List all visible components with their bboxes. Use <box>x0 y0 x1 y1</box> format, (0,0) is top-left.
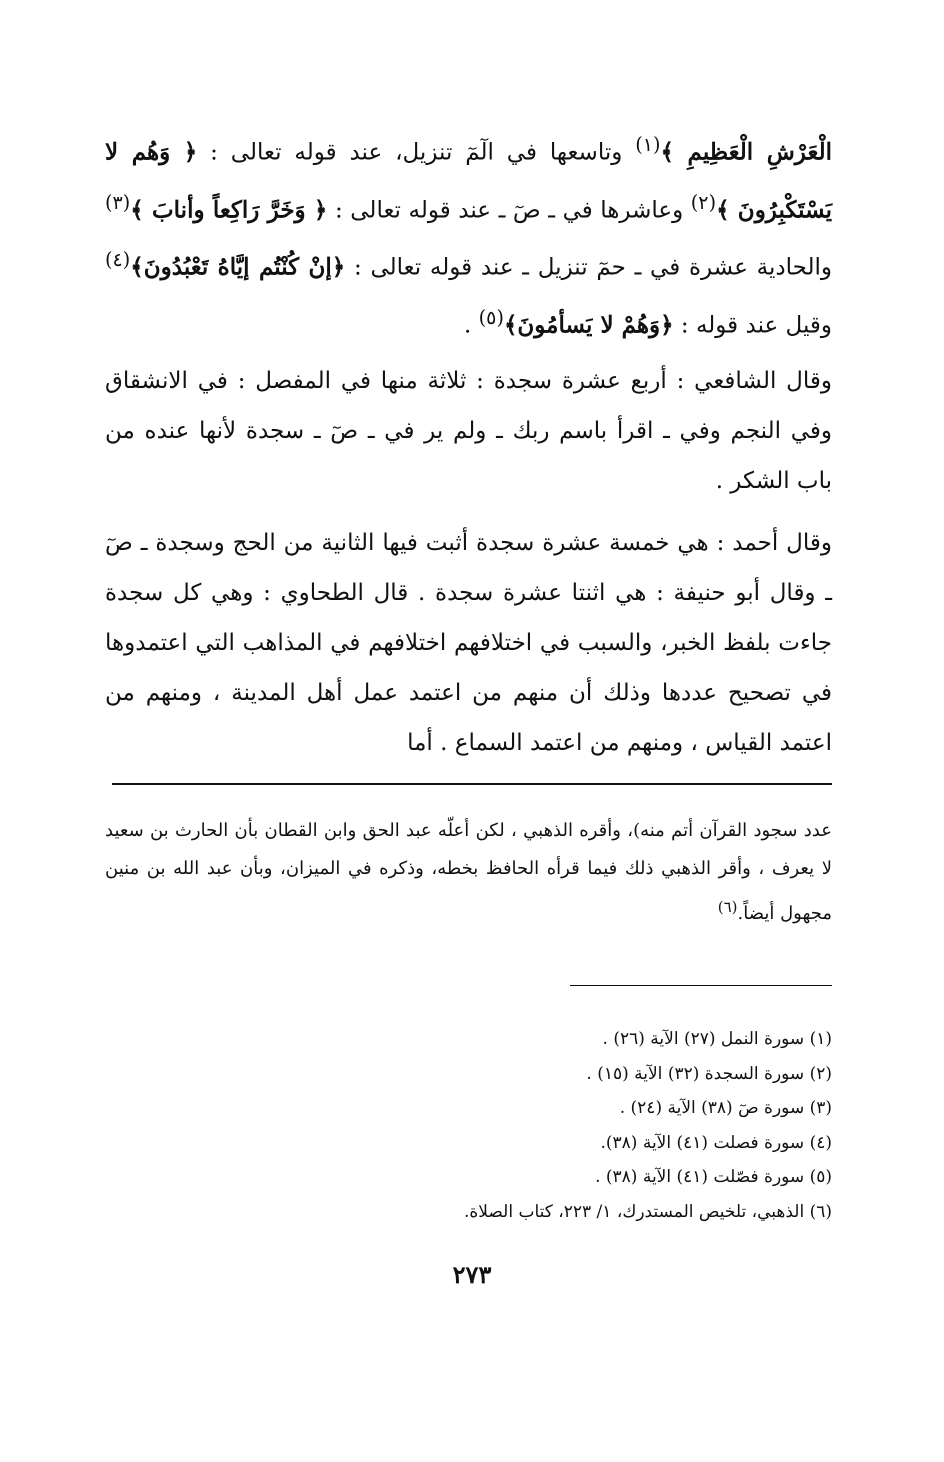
quran-verse: ﴿وَهُمْ لا يَسأمُونَ﴾ <box>503 311 674 339</box>
quran-verse: ﴿ وَهُم لا يَسْتَكْبِرُونَ ﴾ <box>105 138 832 224</box>
continued-footnote <box>105 812 832 933</box>
footnote-ref: (٣) <box>105 190 131 214</box>
body-text: وتاسعها في الٓمٓ تنزيل، عند قوله تعالى : <box>197 139 636 166</box>
footnote-ref: (١) <box>635 133 661 156</box>
quran-verse: ﴿ وَخَرَّ رَاكِعاً وأنابَ ﴾ <box>130 196 328 224</box>
quran-verse: الْعَرْشِ الْعَظِيمِ ﴾ <box>660 138 832 166</box>
footnote-item: (٥) سورة فصّلت (٤١) الآية (٣٨) . <box>595 1167 832 1187</box>
page-number: ٢٧٣ <box>452 1260 492 1289</box>
footnote-ref: (٥) <box>478 305 504 329</box>
continued-footnote-text: عدد سجود القرآن أتم منه)، وأقره الذهبي ، لكن أعلّه عبد الحق وابن القطان بأن الحارث بن سعيد لا يعرف ، وأقر الذهبي ذلك فيما قرأه الحافظ بخطه، وذكره في الميزان، وبأن عبد الله بن منين مجهول أيضاً. <box>105 820 832 924</box>
footnote-ref: (٤) <box>105 248 131 272</box>
footnote-item: (٦) الذهبي، تلخيص المستدرك، ١/ ٢٢٣، كتاب الصلاة. <box>463 1201 832 1222</box>
body-text: وعاشرها في ـ صٓ ـ عند قوله تعالى : <box>327 197 691 224</box>
footnote-item: (٣) سورة صٓ (٣٨) الآية (٢٤) . <box>619 1098 832 1118</box>
body-text: . <box>464 312 479 339</box>
quran-verse: ﴿إنْ كُنْتُم إيَّاهُ تَعْبُدُونَ﴾ <box>130 253 346 281</box>
footnote-item: (٢) سورة السجدة (٣٢) الآية (١٥) . <box>586 1063 832 1084</box>
paragraph-ahmad: وقال أحمد : هي خمسة عشرة سجدة أثبت فيها الثانية من الحج وسجدة ـ صٓ ـ وقال أبو حنيفة : هي اثنتا عشرة سجدة . قال الطحاوي : وهي كل سجدة جاءت بلفظ الخبر، والسبب في اختلافهم اختلافهم في المذاهب التي اعتمدوها في تصحيح عددها وذلك أن منهم من اعتمد عمل أهل المدينة ، ومنهم من اعتمد القياس ، ومنهم من اعتمد السماع . أما <box>105 530 832 756</box>
footnote-ref: (٦) <box>717 898 738 916</box>
footnotes-divider <box>570 985 832 986</box>
paragraph-shafii: وقال الشافعي : أربع عشرة سجدة : ثلاثة منها في المفصل : في الانشقاق وفي النجم وفي ـ اقرأ باسم ربك ـ ولم ير في ـ صٓ ـ سجدة لأنها عنده من باب الشكر . <box>105 368 832 494</box>
footnotes-list <box>105 1022 832 1229</box>
paragraph-sajdah-list <box>105 120 832 351</box>
body-text: وقيل عند قوله : <box>673 312 832 339</box>
footnote-item: (١) سورة النمل (٢٧) الآية (٢٦) . <box>602 1029 832 1049</box>
footnote-divider <box>112 783 832 785</box>
footnote-ref: (٢) <box>690 190 717 214</box>
footnote-item: (٤) سورة فصلت (٤١) الآية (٣٨). <box>600 1132 832 1153</box>
body-text: والحادية عشرة في ـ حمٓ تنزيل ـ عند قوله تعالى : <box>345 254 832 281</box>
